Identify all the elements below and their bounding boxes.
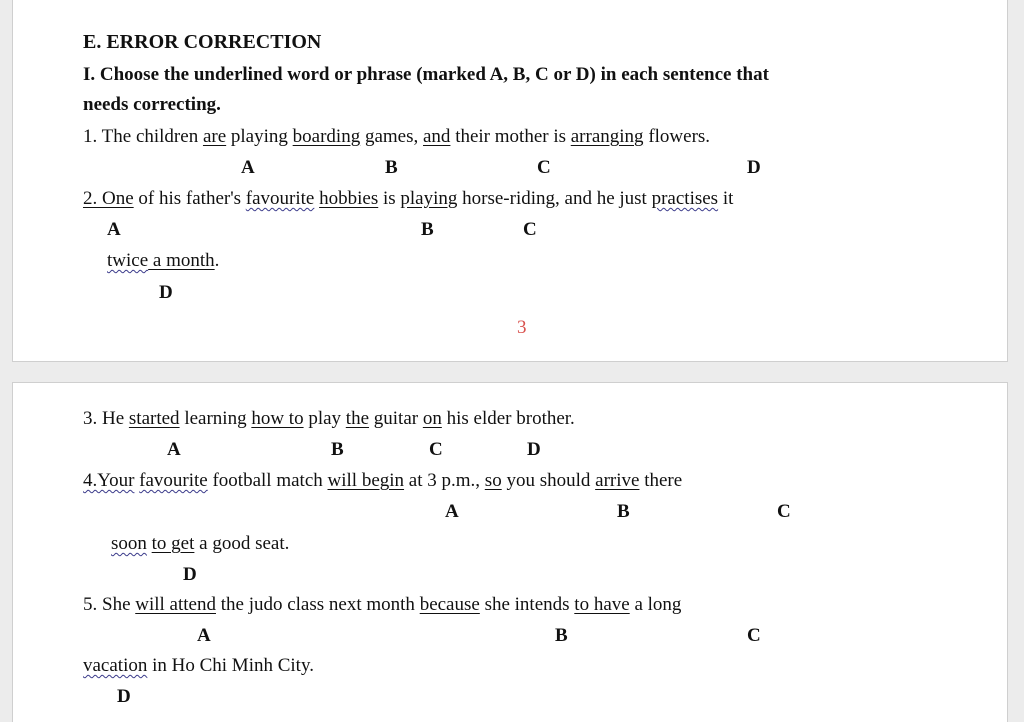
question-5-text: [83, 594, 681, 616]
q1-option-b: boarding: [292, 126, 361, 147]
q1-text-2: games,: [360, 126, 423, 147]
q5-option-d: vacation: [83, 655, 148, 676]
q3-label-d: D: [527, 439, 541, 460]
q5-line2-end: in Ho Chi Minh City.: [147, 655, 314, 676]
q2-option-d-rest: a month: [148, 250, 215, 271]
q4-line2-end: a good seat.: [194, 533, 290, 554]
q2-option-b: hobbies: [319, 188, 379, 209]
q1-label-a: A: [241, 157, 255, 178]
instruction-line-1: I. Choose the underlined word or phrase (marked A, B, C or D) in each sentence that: [83, 64, 769, 85]
question-2-text: [83, 188, 733, 210]
q4-text-2: at 3 p.m.,: [404, 470, 485, 491]
q3-option-b: how to: [251, 408, 304, 429]
q2-option-d: [107, 250, 215, 271]
q1-option-a: are: [202, 126, 227, 147]
q1-option-d: arranging: [570, 126, 644, 147]
q1-text-1: playing: [226, 126, 293, 147]
q4-label-c: C: [777, 501, 791, 522]
document-page-1: [12, 0, 1008, 362]
q4-text-1: football match: [207, 470, 328, 491]
q3-option-c: the: [345, 408, 370, 429]
q4-wavy-1: 4.Your: [83, 470, 135, 491]
q2-option-a: 2. One: [83, 188, 134, 209]
q1-prefix: 1. The children: [83, 126, 203, 147]
q2-label-d: D: [159, 282, 173, 303]
q5-option-c: to have: [574, 594, 630, 615]
q2-option-c: playing: [400, 188, 458, 209]
q1-text-3: their mother is: [450, 126, 571, 147]
q5-option-a: will attend: [135, 594, 216, 615]
q5-text-3: a long: [629, 594, 682, 615]
document-page-2: [12, 382, 1008, 722]
question-1-text: [83, 126, 710, 148]
q5-label-a: A: [197, 625, 211, 646]
q2-line2-end: .: [214, 250, 220, 271]
q4-option-a: will begin: [327, 470, 405, 491]
q4-option-c: arrive: [595, 470, 640, 491]
q2-wavy-2: practises: [651, 188, 719, 209]
q4-wavy-3: soon: [111, 533, 147, 554]
q5-option-b: because: [419, 594, 480, 615]
page-number: 3: [517, 317, 527, 338]
q3-option-a: started: [128, 408, 180, 429]
q2-label-a: A: [107, 219, 121, 240]
q5-label-c: C: [747, 625, 761, 646]
q2-text-3: is: [378, 188, 401, 209]
q4-label-d: D: [183, 564, 197, 585]
q1-label-d: D: [747, 157, 761, 178]
question-3-text: [83, 408, 575, 430]
q5-prefix: 5. She: [83, 594, 136, 615]
q2-text-4: horse-riding, and he just: [457, 188, 652, 209]
q2-wavy-1: favourite: [245, 188, 315, 209]
question-5-line-2: [83, 655, 314, 677]
question-4-text: [83, 470, 682, 492]
q3-prefix: 3. He: [83, 408, 129, 429]
q5-text-2: she intends: [479, 594, 575, 615]
question-4-line-2: [111, 533, 289, 555]
q3-text-1: learning: [179, 408, 252, 429]
q5-label-b: B: [555, 625, 568, 646]
q3-label-a: A: [167, 439, 181, 460]
q5-text-1: the judo class next month: [215, 594, 420, 615]
section-title: E. ERROR CORRECTION: [83, 31, 322, 53]
instruction-line-2: needs correcting.: [83, 94, 221, 115]
q4-text-4: there: [639, 470, 683, 491]
q2-text-5: it: [718, 188, 734, 209]
q3-label-b: B: [331, 439, 344, 460]
q4-text-3: you should: [501, 470, 596, 491]
q2-label-c: C: [523, 219, 537, 240]
q3-label-c: C: [429, 439, 443, 460]
q4-option-d: to get: [151, 533, 195, 554]
q4-label-b: B: [617, 501, 630, 522]
q4-option-b: so: [484, 470, 502, 491]
q2-text-1: of his father's: [133, 188, 246, 209]
q5-label-d: D: [117, 686, 131, 707]
q3-text-3: guitar: [369, 408, 423, 429]
q3-text-2: play: [303, 408, 346, 429]
q3-text-4: his elder brother.: [441, 408, 575, 429]
q1-label-c: C: [537, 157, 551, 178]
q4-wavy-2: favourite: [139, 470, 208, 491]
q1-text-4: flowers.: [643, 126, 711, 147]
question-2-line-2: [107, 250, 219, 272]
q1-label-b: B: [385, 157, 398, 178]
q2-wavy-3: twice: [107, 250, 149, 271]
q4-label-a: A: [445, 501, 459, 522]
q3-option-d: on: [422, 408, 442, 429]
q2-label-b: B: [421, 219, 434, 240]
q1-option-c: and: [423, 126, 451, 147]
